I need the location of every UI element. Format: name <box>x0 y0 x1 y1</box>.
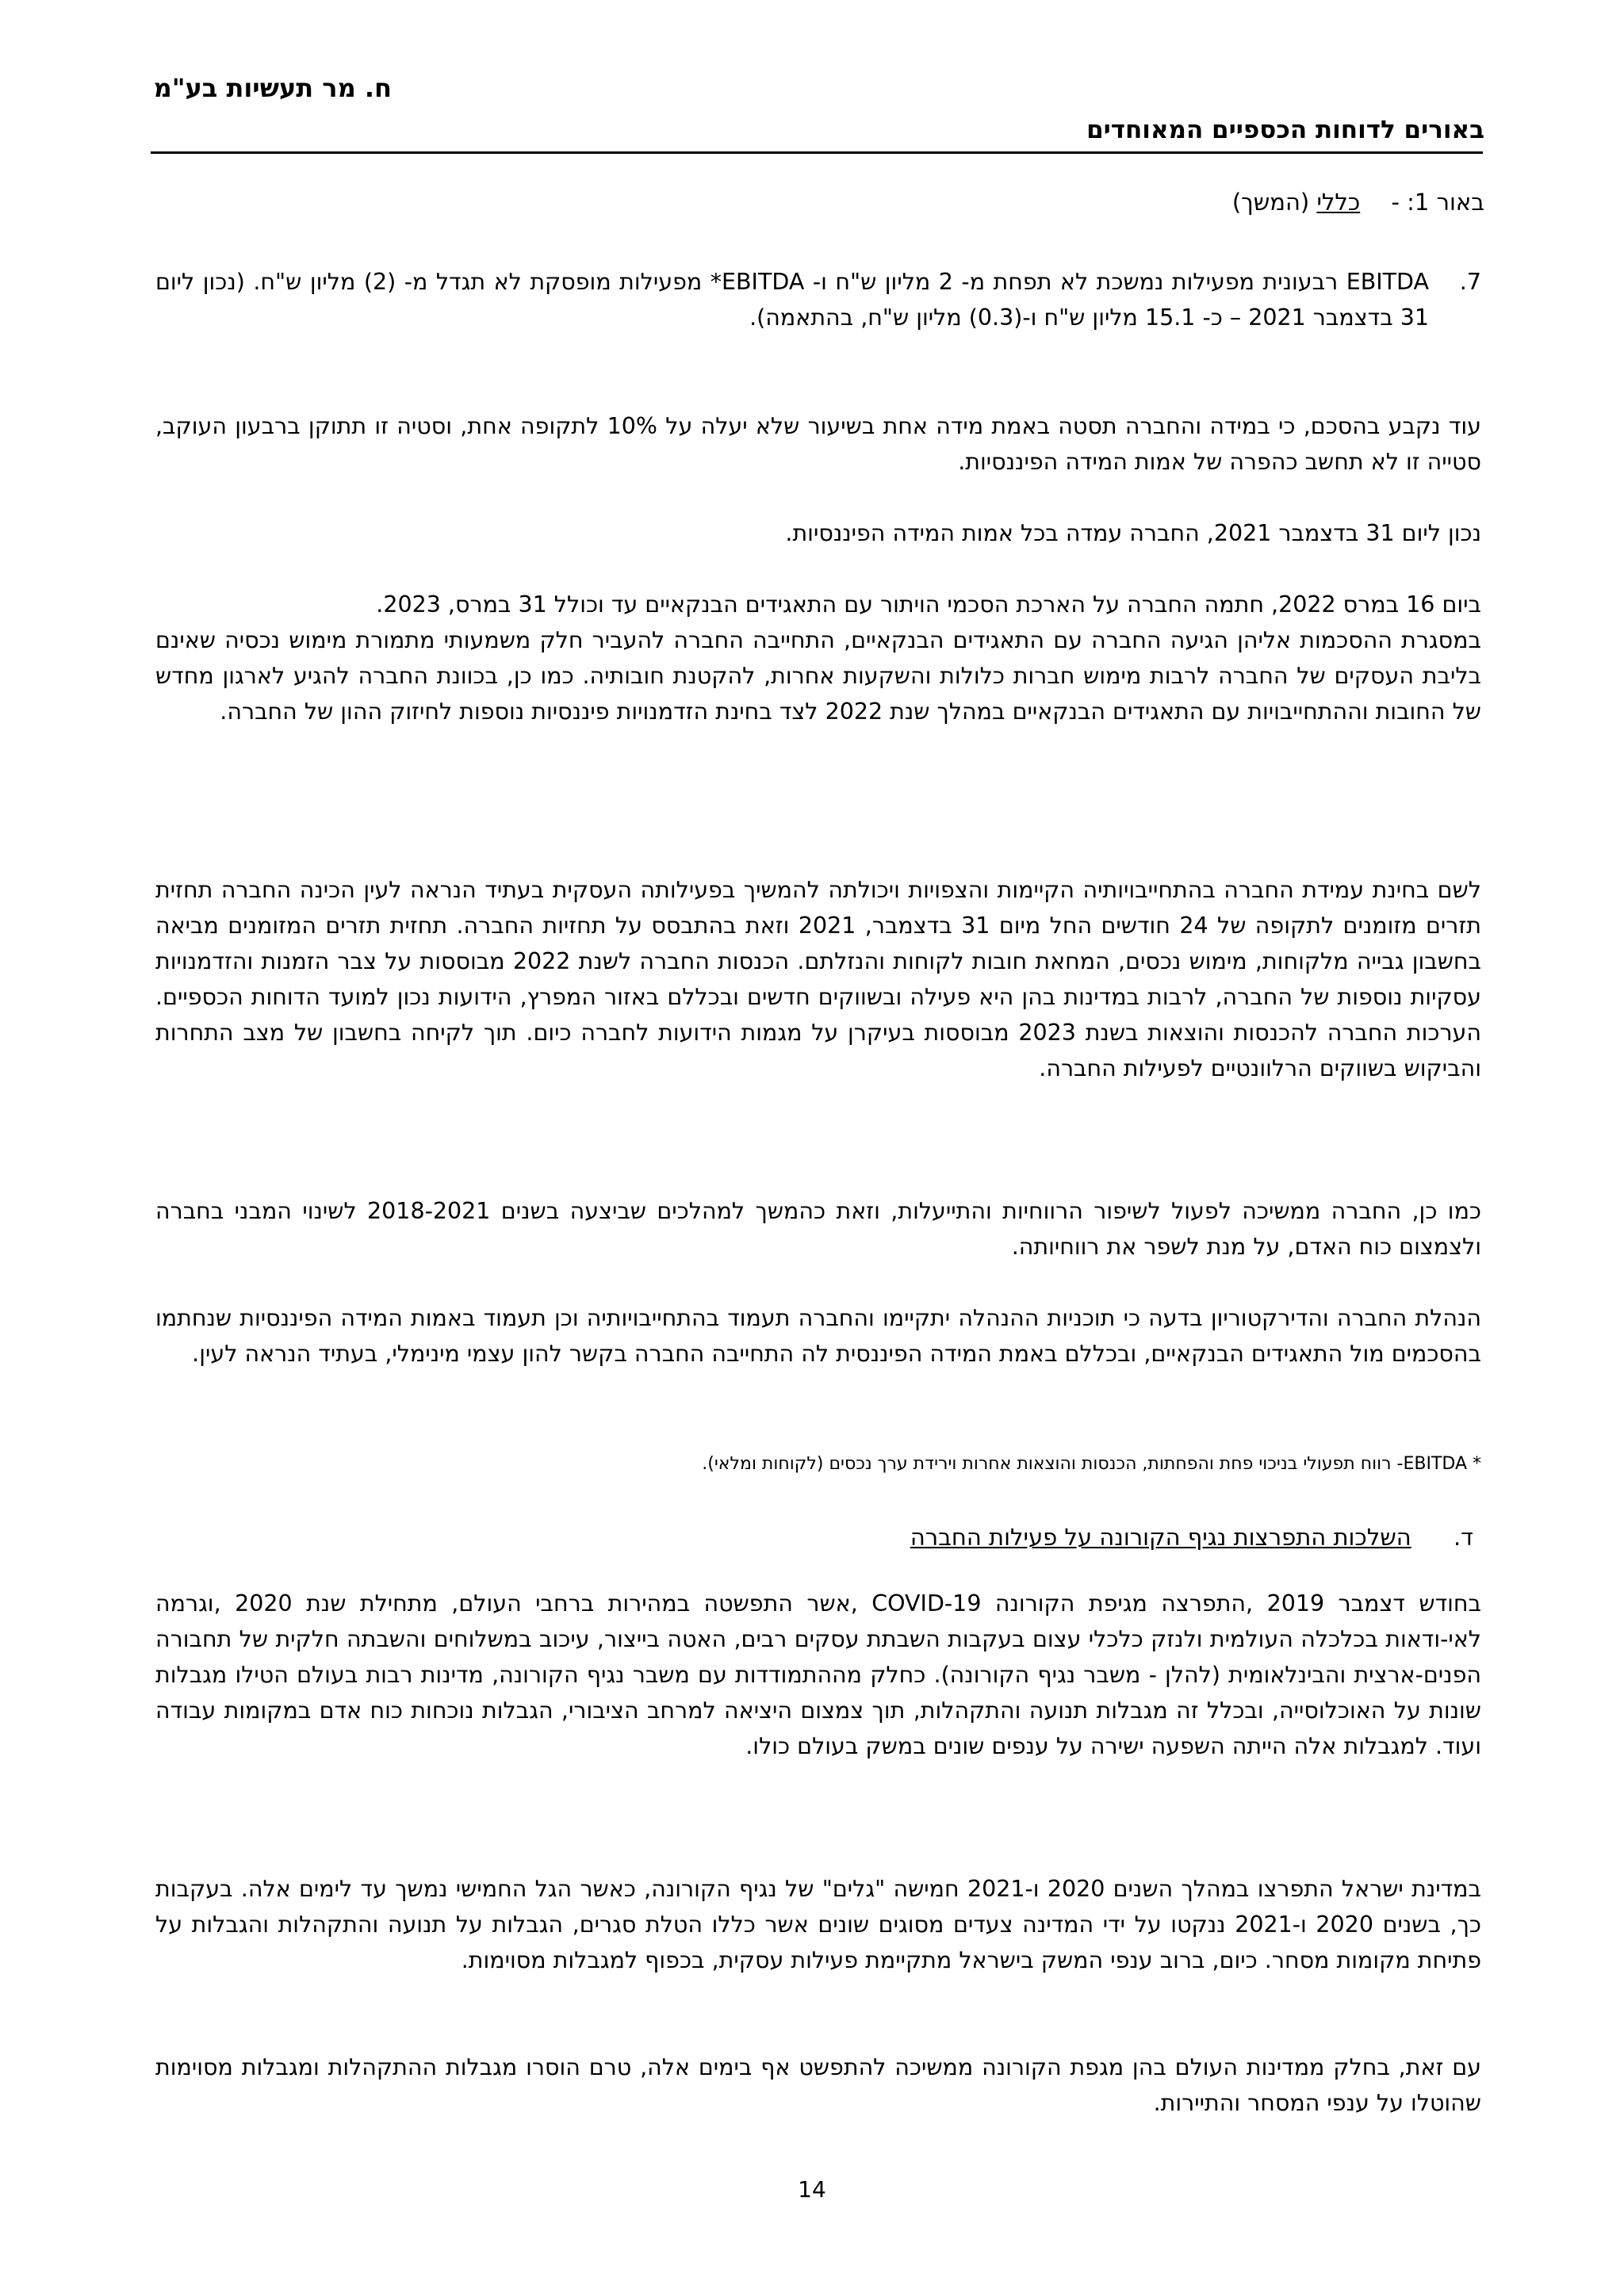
note-heading <box>136 189 1484 216</box>
list-item-text: EBITDA רבעונית מפעילות נמשכת לא תפחת מ- 2 מליון ש"ח ו- EBITDA* מפעילות מופסקת לא תגדל מ- (2) מליון ש"ח. (נכון ליום 31 בדצמבר 2021 – כ- 15.1 מליון ש"ח ו-(0.3) מליון ש"ח, בהתאמה). <box>155 269 1430 331</box>
paragraph-text: עוד נקבע בהסכם, כי במידה והחברה תסטה באמת מידה אחת בשיעור שלא יעלה על 10% לתקופה אחת, וסטיה זו תתוקן ברבעון העוקב, סטייה זו לא תחשב כהפרה של אמות המידה הפיננסיות. <box>155 413 1481 475</box>
paragraph-text: במסגרת ההסכמות אליהן הגיעה החברה עם התאגידים הבנקאיים, התחייבה החברה להעביר חלק משמעותי מתמורת מימוש נכסיה שאינם בליבת העסקים של החברה לרבות מימוש חברות כלולות והשקעות אחרות, להקטנת חובותיה. כמו כן, בכוונת החברה להגיע לארגון מחדש של החובות וההתחייבויות עם התאגידים הבנקאיים במהלך שנת 2022 לצד בחינת הזדמנויות פיננסיות נוספות לחיזוק ההון של החברה. <box>155 627 1481 725</box>
paragraph-efficiency <box>155 1193 1481 1265</box>
paragraph-text: כמו כן, החברה ממשיכה לפעול לשיפור הרווחיות והתייעלות, וזאת כהמשך למהלכים שביצעה בשנים 2018-2021 לשינוי המבני בחברה ולצמצום כוח האדם, על מנת לשפר את רווחיותה. <box>155 1198 1481 1260</box>
paragraph-text: עם זאת, בחלק ממדינות העולם בהן מגפת הקורונה ממשיכה להתפשט אף בימים אלה, טרם הוסרו מגבלות ההתקהלות ומגבלות מסוימות שהוטלו על ענפי המסחר והתיירות. <box>155 2054 1481 2116</box>
header-divider <box>151 151 1483 154</box>
list-item-marker: 7. <box>1459 269 1481 295</box>
paragraph-covid-israel <box>155 1871 1481 1978</box>
paragraph-covid-global <box>155 1586 1481 1764</box>
paragraph-text: הנהלת החברה והדירקטוריון בדעה כי תוכניות ההנהלה יתקיימו והחברה תעמוד בהתחייבויותיה וכן תעמוד באמות המידה הפיננסיות שנחתמו בהסכמים מול התאגידים הבנקאיים, ובכללם באמת המידה הפיננסית לה התחייבה החברה בקשר להון עצמי מינימלי, בעתיד הנראה לעין. <box>155 1305 1481 1367</box>
page-number: 14 <box>798 2176 826 2202</box>
footnote: * EBITDA- רווח תפעולי בניכוי פחת והפחתות, הכנסות והוצאות אחרות וירידת ערך נכסים (לקוחות ומלאי). <box>702 1454 1481 1474</box>
note-suffix: (המשך) <box>1231 189 1310 216</box>
section-d-heading <box>165 1524 1473 1551</box>
note-number: באור 1: - <box>1391 189 1484 216</box>
paragraph-deviation <box>155 408 1481 480</box>
section-letter: ד. <box>1453 1524 1473 1551</box>
paragraph-text: נכון ליום 31 בדצמבר 2021, החברה עמדה בכל אמות המידה הפיננסיות. <box>785 520 1481 546</box>
company-name: ח. מר תעשיות בע"מ <box>153 73 392 103</box>
paragraph-cashflow <box>155 872 1481 1086</box>
list-item-7 <box>155 264 1481 335</box>
paragraph-text: במדינת ישראל התפרצו במהלך השנים 2020 ו-2021 חמישה "גלים" של נגיף הקורונה, כאשר הגל החמישי נמשך עד לימים אלה. בעקבות כך, בשנים 2020 ו-2021 ננקטו על ידי המדינה צעדים מסוגים שונים אשר כללו הטלת סגרים, הגבלות על תנועה והתקהלות והגבלות על פתיחת מקומות מסחר. כיום, ברוב ענפי המשק בישראל מתקיימת פעילות עסקית, בכפוף למגבלות מסוימות. <box>155 1876 1481 1973</box>
paragraph-text: ביום 16 במרס 2022, חתמה החברה על הארכת הסכמי הויתור עם התאגידים הבנקאיים עד וכולל 31 במרס, 2023. <box>376 591 1481 618</box>
document-title: באורים לדוחות הכספיים המאוחדים <box>1086 116 1484 144</box>
paragraph-compliance <box>155 515 1481 551</box>
paragraph-text: בחודש דצמבר 2019 ,התפרצה מגיפת הקורונה COVID-19 ,אשר התפשטה במהירות ברחבי העולם, מתחילת שנת 2020 ,וגרמה לאי-ודאות בכלכלה העולמית ולנזק כלכלי עצום בעקבות השבתת עסקים רבים, האטה בייצור, עיכוב במשלוחים והשבתה חלקית של תחבורה הפנים-ארצית והבינלאומית (להלן - משבר נגיף הקורונה). כחלק מההתמודדות עם משבר נגיף הקורונה, מדינות רבות בעולם הטילו מגבלות שונות על האוכלוסייה, ובכלל זה מגבלות תנועה והתקהלות, תוך צמצום היציאה למרחב הציבורי, הגבלות נוכחות כוח אדם במקומות עבודה ועוד. למגבלות אלה הייתה השפעה ישירה על ענפים שונים במשק בעולם כולו. <box>155 1590 1481 1759</box>
paragraph-management <box>155 1300 1481 1372</box>
paragraph-waiver <box>155 587 1481 729</box>
note-title: כללי <box>1316 189 1361 216</box>
paragraph-text: לשם בחינת עמידת החברה בהתחייבויותיה הקיימות והצפויות ויכולתה להמשיך בפעילותה העסקית בעתיד הנראה לעין הכינה החברה תחזית תזרים מזומנים לתקופה של 24 חודשים החל מיום 31 בדצמבר, 2021 וזאת בהתבסס על תחזיות החברה. תחזית תזרים המזומנים מביאה בחשבון גבייה מלקוחות, מימוש נכסים, המחאת חובות לקוחות והנזלתם. הכנסות החברה לשנת 2022 מבוססות על צבר הזמנות והזדמנויות עסקיות נוספות של החברה, לרבות במדינות בהן היא פעילה ובשווקים חדשים ובכללם באזור המפרץ, הידועות נכון למועד הדוחות הכספיים. הערכות החברה להכנסות והוצאות בשנת 2023 מבוססות בעיקרן על מגמות הידועות לחברה כיום. תוך לקיחה בחשבון של מצב התחרות והביקוש בשווקים הרלוונטיים לפעילות החברה. <box>155 877 1481 1081</box>
section-title: השלכות התפרצות נגיף הקורונה על פעילות החברה <box>910 1524 1411 1551</box>
paragraph-covid-ongoing <box>155 2049 1481 2121</box>
